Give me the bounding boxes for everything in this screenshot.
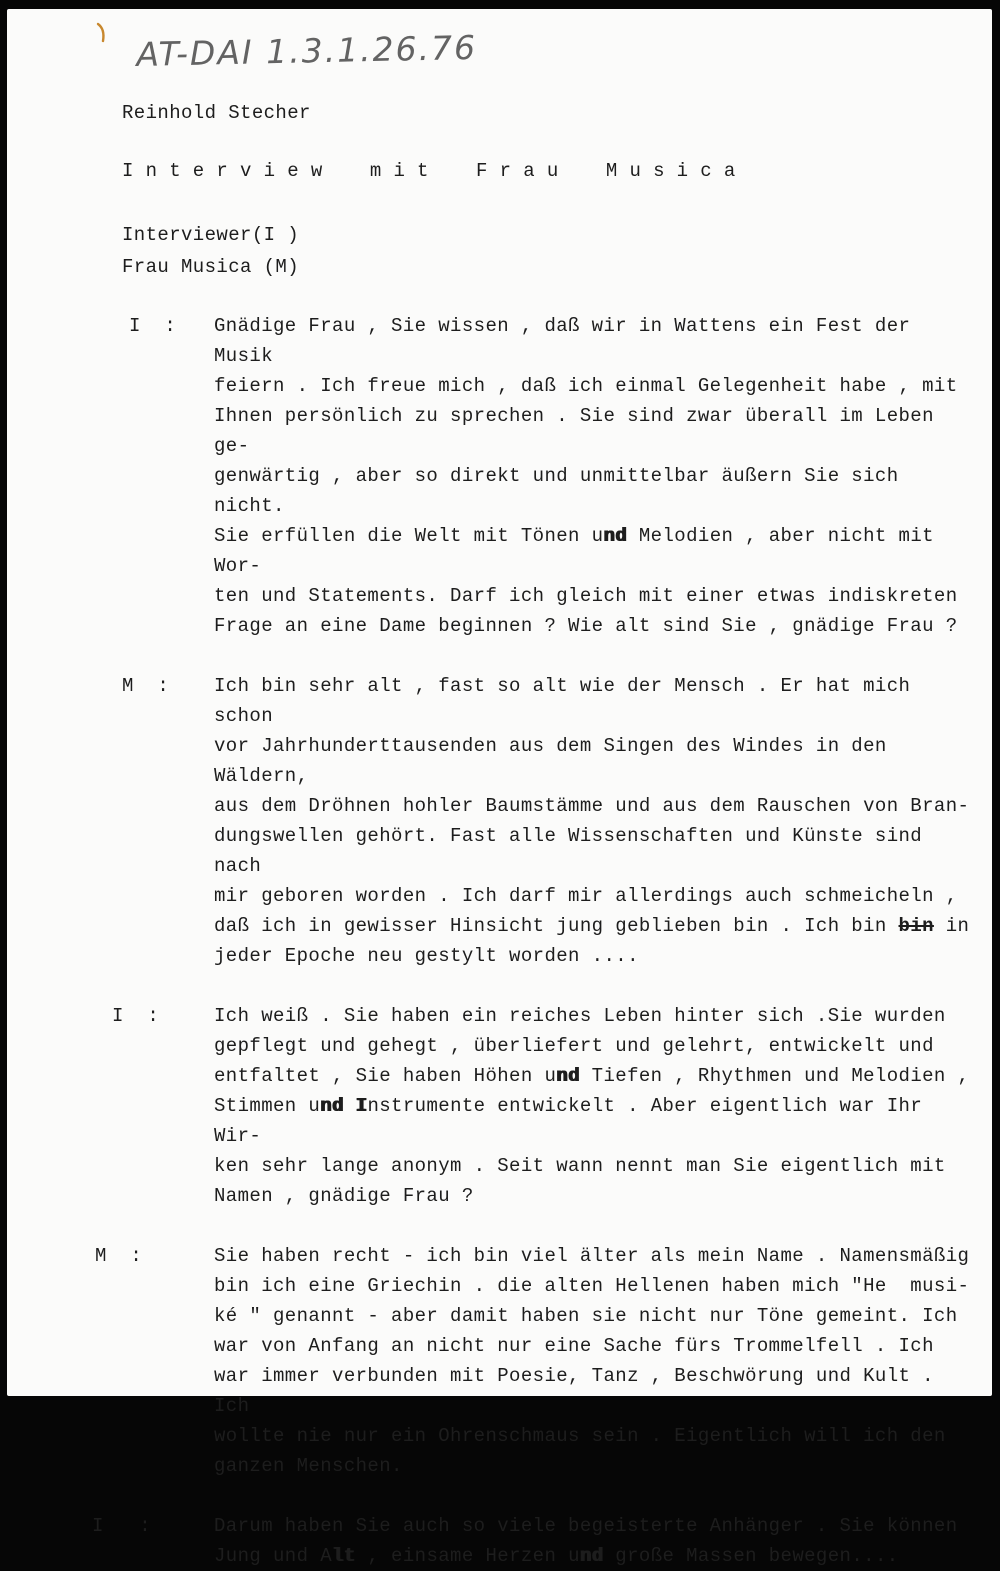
dialogue-line: ten und Statements. Darf ich gleich mit einer etwas indiskreten [214, 584, 958, 607]
dialogue-line: Sie haben recht - ich bin viel älter als mein Name . Namensmäßig [214, 1244, 970, 1267]
speaker-label: M : [122, 674, 170, 697]
dialogue-line: Stimmen und Instrumente entwickelt . Aber eigentlich war Ihr Wir- [214, 1094, 934, 1147]
dialogue-line: daß ich in gewisser Hinsicht jung geblieben bin . Ich bin bin in [214, 914, 970, 937]
cast-list [122, 219, 978, 283]
dialogue-lines [214, 1511, 978, 1571]
dialogue-line: Gnädige Frau , Sie wissen , daß wir in Wattens ein Fest der Musik [214, 314, 923, 367]
cast-frau-musica: Frau Musica (M) [122, 255, 300, 278]
dialogue-line: Namen , gnädige Frau ? [214, 1184, 474, 1207]
dialogue-line: aus dem Dröhnen hohler Baumstämme und aus dem Rauschen von Bran- [214, 794, 970, 817]
dialogue-line: Ich bin sehr alt , fast so alt wie der Mensch . Er hat mich schon [214, 674, 923, 727]
dialogue-block [122, 671, 978, 971]
dialogue-line: war immer verbunden mit Poesie, Tanz , Beschwörung und Kult . Ich [214, 1364, 946, 1417]
dialogue-line: entfaltet , Sie haben Höhen und Tiefen , Rhythmen und Melodien , [214, 1064, 970, 1087]
dialogue-line: ké " genannt - aber damit haben sie nicht nur Töne gemeint. Ich [214, 1304, 958, 1327]
document-title: I n t e r v i e w m i t F r a u M u s i c a [122, 159, 736, 182]
dialogue-line: jeder Epoche neu gestylt worden .... [214, 944, 639, 967]
dialogue-line: wollte nie nur ein Ohrenschmaus sein . Eigentlich will ich den [214, 1424, 946, 1447]
dialogue-line: ganzen Menschen. [214, 1454, 403, 1477]
dialogue-line: dungswellen gehört. Fast alle Wissenschaften und Künste sind nach [214, 824, 934, 877]
dialogue-lines [214, 311, 978, 641]
scanned-page [7, 9, 992, 1567]
dialogue-line: Sie erfüllen die Welt mit Tönen und Melodien , aber nicht mit Wor- [214, 524, 946, 577]
author-line: Reinhold Stecher [122, 101, 311, 124]
dialogue-lines [214, 1241, 978, 1481]
dialogue-lines [214, 671, 978, 971]
dialogue-lines [214, 1001, 978, 1211]
speaker-label: M : [95, 1244, 143, 1267]
dialogue-block [95, 1241, 978, 1481]
dialogue-line: genwärtig , aber so direkt und unmittelbar äußern Sie sich nicht. [214, 464, 911, 517]
dialogue-line: vor Jahrhunderttausenden aus dem Singen des Windes in den Wäldern, [214, 734, 899, 787]
dialogue-line: feiern . Ich freue mich , daß ich einmal Gelegenheit habe , mit [214, 374, 958, 397]
speaker-label: I : [112, 1004, 160, 1027]
dialogue-line: bin ich eine Griechin . die alten Hellenen haben mich "He musi- [214, 1274, 970, 1297]
dialogue-line: Frage an eine Dame beginnen ? Wie alt sind Sie , gnädige Frau ? [214, 614, 958, 637]
dialogue-line: Jung und Alt , einsame Herzen und große Massen bewegen.... [214, 1544, 899, 1567]
dialogue-block [122, 311, 978, 641]
dialogue-line: war von Anfang an nicht nur eine Sache fürs Trommelfell . Ich [214, 1334, 934, 1357]
dialogue-line: gepflegt und gehegt , überliefert und gelehrt, entwickelt und [214, 1034, 934, 1057]
dialogue-block [112, 1001, 978, 1211]
speaker-label: I : [92, 1514, 152, 1537]
dialogue-line: Ihnen persönlich zu sprechen . Sie sind zwar überall im Leben ge- [214, 404, 946, 457]
handwritten-archive-code: AT-DAI 1.3.1.26.76 [136, 27, 478, 74]
dialogue-line: Ich weiß . Sie haben ein reiches Leben hinter sich .Sie wurden [214, 1004, 946, 1027]
speaker-label: I : [129, 314, 177, 337]
dialogue-line: mir geboren worden . Ich darf mir allerdings auch schmeicheln , [214, 884, 958, 907]
dialogue-line: Darum haben Sie auch so viele begeisterte Anhänger . Sie können [214, 1514, 958, 1537]
dialogue-line: ken sehr lange anonym . Seit wann nennt man Sie eigentlich mit [214, 1154, 946, 1177]
cast-interviewer: Interviewer(I ) [122, 223, 300, 246]
dialogue-section [92, 311, 978, 1571]
page-content [7, 9, 992, 1571]
dialogue-block [92, 1511, 978, 1571]
